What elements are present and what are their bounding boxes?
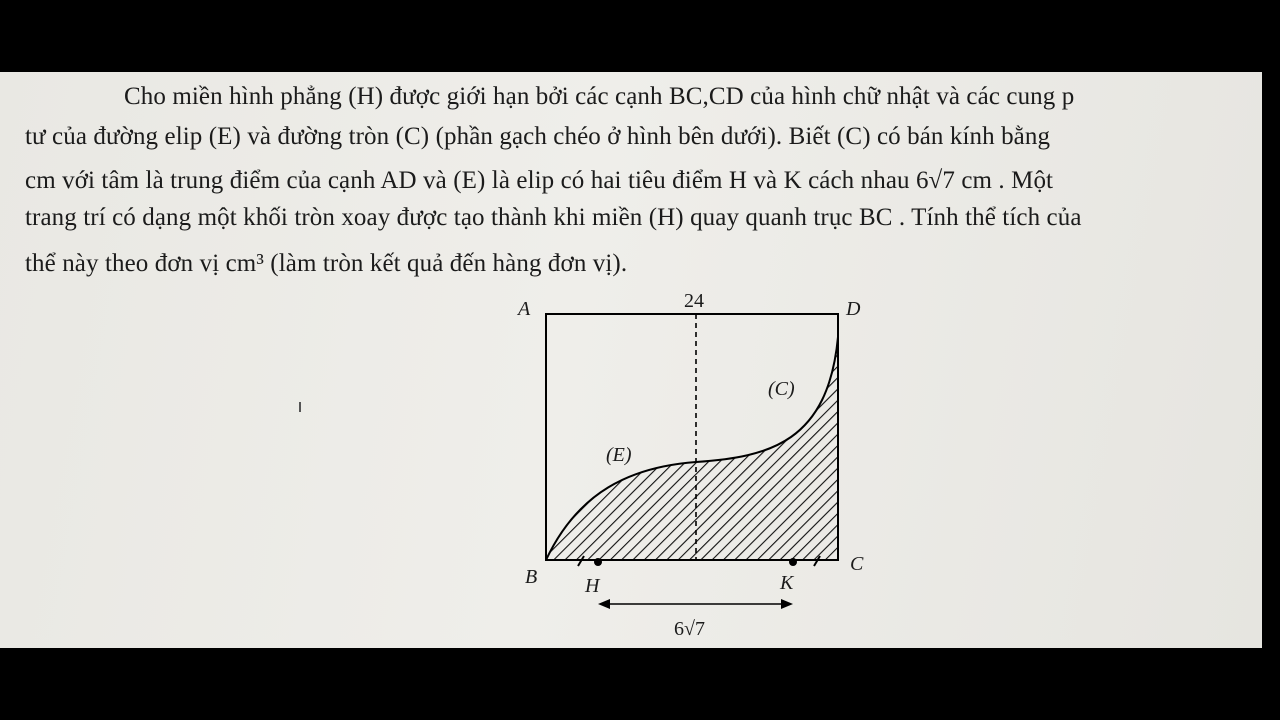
focus-label-k: K	[780, 572, 794, 594]
dimension-label-focal: 6√7	[674, 618, 705, 640]
problem-line-2: tư của đường elip (E) và đường tròn (C) (phần gạch chéo ở hình bên dưới). Biết (C) có bán kính bằng	[25, 123, 1051, 150]
problem-line-4: trang trí có dạng một khối tròn xoay được tạo thành khi miền (H) quay quanh trục BC . Tính thể tích của	[25, 204, 1082, 231]
curve-label-e: (E)	[606, 444, 632, 466]
shaded-region-h	[546, 337, 838, 560]
arrowhead-left-icon	[598, 599, 610, 609]
vertex-label-c: C	[850, 553, 864, 575]
problem-line-5: thể này theo đơn vị cm³ (làm tròn kết quả đến hàng đơn vị).	[25, 250, 628, 277]
curve-label-c: (C)	[768, 378, 795, 400]
focus-point-h	[594, 558, 602, 566]
vertex-label-b: B	[525, 566, 538, 588]
dimension-label-top: 24	[684, 290, 704, 312]
vertex-label-a: A	[518, 298, 531, 320]
problem-line-1: Cho miền hình phẳng (H) được giới hạn bởi các cạnh BC,CD của hình chữ nhật và các cung p	[124, 83, 1075, 110]
focus-point-k	[789, 558, 797, 566]
problem-line-3: cm với tâm là trung điểm của cạnh AD và (E) là elip có hai tiêu điểm H và K cách nhau 6√7 cm . Một	[25, 167, 1054, 194]
geometry-figure	[0, 72, 1262, 648]
page-mark	[299, 402, 301, 412]
arrowhead-right-icon	[781, 599, 793, 609]
textbook-page	[0, 72, 1262, 648]
focus-label-h: H	[585, 575, 600, 597]
vertex-label-d: D	[846, 298, 861, 320]
